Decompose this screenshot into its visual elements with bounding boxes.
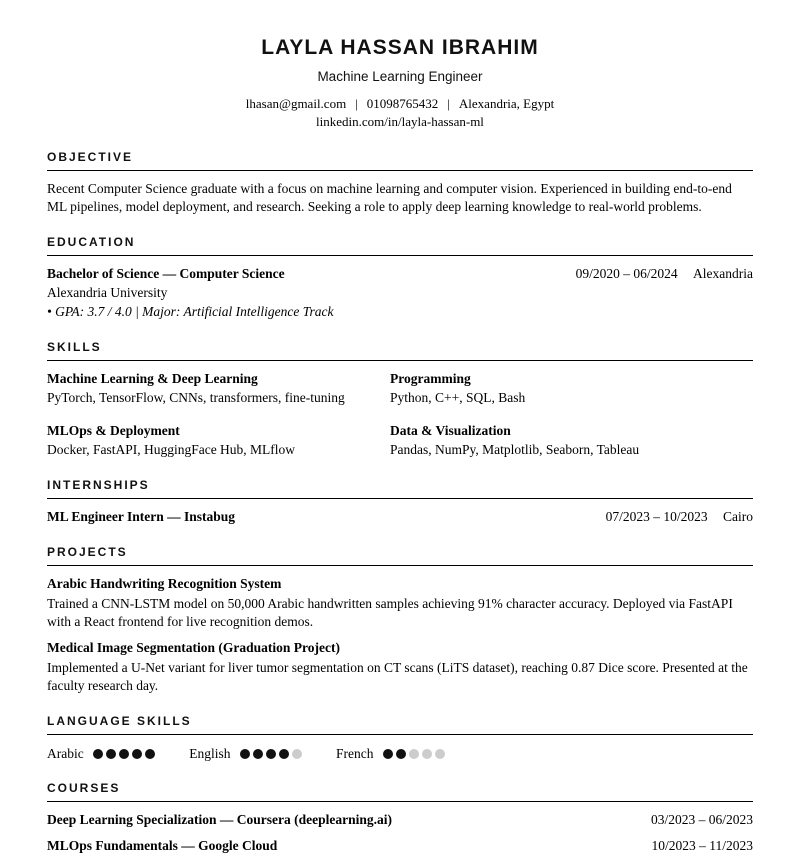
project-entry [47, 639, 753, 695]
section-projects [47, 545, 753, 695]
contact-phone: 01098765432 [366, 96, 439, 112]
level-dot-filled [396, 749, 407, 760]
course-entry [47, 837, 753, 855]
internship-entry [47, 508, 753, 526]
course-dates: 10/2023 – 11/2023 [651, 838, 753, 854]
section-heading-courses: COURSES [47, 781, 753, 802]
contact-line [47, 95, 753, 113]
section-heading-skills: SKILLS [47, 340, 753, 361]
level-dot-filled [240, 749, 251, 760]
section-internships [47, 478, 753, 526]
contact-email: lhasan@gmail.com [245, 96, 347, 112]
education-entry [47, 265, 753, 321]
education-location: Alexandria [693, 266, 753, 282]
internship-dates: 07/2023 – 10/2023 [605, 509, 708, 525]
skill-group-items: Pandas, NumPy, Matplotlib, Seaborn, Tableau [390, 442, 640, 458]
skill-group-items: Docker, FastAPI, HuggingFace Hub, MLflow [47, 442, 296, 458]
language-item [189, 746, 302, 762]
language-item [336, 746, 445, 762]
course-entry [47, 811, 753, 829]
contact-linkedin: linkedin.com/in/layla-hassan-ml [316, 114, 484, 130]
resume-header [47, 37, 753, 131]
education-details: • GPA: 3.7 / 4.0 | Major: Artificial Intelligence Track [47, 304, 334, 320]
language-name: French [336, 746, 374, 762]
skill-group [390, 370, 753, 407]
skill-group-title: Machine Learning & Deep Learning [47, 371, 258, 387]
level-dot-filled [253, 749, 264, 760]
level-dot-empty [292, 749, 303, 760]
level-dot-filled [106, 749, 117, 760]
language-name: Arabic [47, 746, 84, 762]
contact-separator: | [355, 96, 358, 112]
language-level-dots [240, 749, 303, 760]
language-level-dots [93, 749, 156, 760]
language-name: English [189, 746, 231, 762]
project-title: Medical Image Segmentation (Graduation Project) [47, 640, 340, 656]
contact-separator: | [447, 96, 450, 112]
level-dot-empty [409, 749, 420, 760]
education-degree: Bachelor of Science — Computer Science [47, 266, 285, 282]
section-courses [47, 781, 753, 855]
level-dot-filled [119, 749, 130, 760]
skill-group [47, 422, 390, 459]
skill-group [47, 370, 390, 407]
level-dot-empty [435, 749, 446, 760]
level-dot-filled [132, 749, 143, 760]
candidate-job-title: Machine Learning Engineer [317, 69, 483, 85]
education-dates: 09/2020 – 06/2024 [575, 266, 678, 282]
section-education [47, 235, 753, 321]
section-heading-languages: LANGUAGE SKILLS [47, 714, 753, 735]
level-dot-filled [279, 749, 290, 760]
language-level-dots [383, 749, 446, 760]
skill-group-items: PyTorch, TensorFlow, CNNs, transformers, fine-tuning [47, 390, 345, 406]
candidate-name: LAYLA HASSAN IBRAHIM [261, 36, 539, 59]
level-dot-filled [93, 749, 104, 760]
section-objective [47, 150, 753, 216]
section-heading-education: EDUCATION [47, 235, 753, 256]
course-title: MLOps Fundamentals — Google Cloud [47, 838, 278, 854]
project-title: Arabic Handwriting Recognition System [47, 576, 282, 592]
objective-text: Recent Computer Science graduate with a focus on machine learning and computer vision. Experienced in building end-to-end ML pipelines, model deployment, and research. Seeking a role to apply deep learning knowledge to real-world problems. [47, 181, 732, 215]
language-item [47, 746, 155, 762]
skill-group-title: MLOps & Deployment [47, 423, 180, 439]
contact-block [47, 95, 753, 131]
level-dot-empty [422, 749, 433, 760]
skill-group [390, 422, 753, 459]
skill-group-items: Python, C++, SQL, Bash [390, 390, 526, 406]
internship-location: Cairo [723, 509, 753, 525]
section-heading-objective: OBJECTIVE [47, 150, 753, 171]
project-description: Implemented a U-Net variant for liver tumor segmentation on CT scans (LiTS dataset), reaching 0.87 Dice score. Presented at the faculty research day. [47, 660, 748, 694]
skill-group-title: Programming [390, 371, 471, 387]
section-heading-projects: PROJECTS [47, 545, 753, 566]
section-languages [47, 714, 753, 762]
section-skills [47, 340, 753, 459]
section-heading-internships: INTERNSHIPS [47, 478, 753, 499]
level-dot-filled [145, 749, 156, 760]
level-dot-filled [383, 749, 394, 760]
education-institution: Alexandria University [47, 285, 168, 301]
internship-title: ML Engineer Intern — Instabug [47, 509, 236, 525]
skill-group-title: Data & Visualization [390, 423, 511, 439]
level-dot-filled [266, 749, 277, 760]
project-description: Trained a CNN-LSTM model on 50,000 Arabic handwritten samples achieving 91% character accuracy. Deployed via FastAPI with a React frontend for live recognition demos. [47, 596, 733, 630]
project-entry [47, 575, 753, 631]
course-dates: 03/2023 – 06/2023 [650, 812, 753, 828]
contact-location: Alexandria, Egypt [458, 96, 555, 112]
course-title: Deep Learning Specialization — Coursera (deeplearning.ai) [47, 812, 392, 828]
